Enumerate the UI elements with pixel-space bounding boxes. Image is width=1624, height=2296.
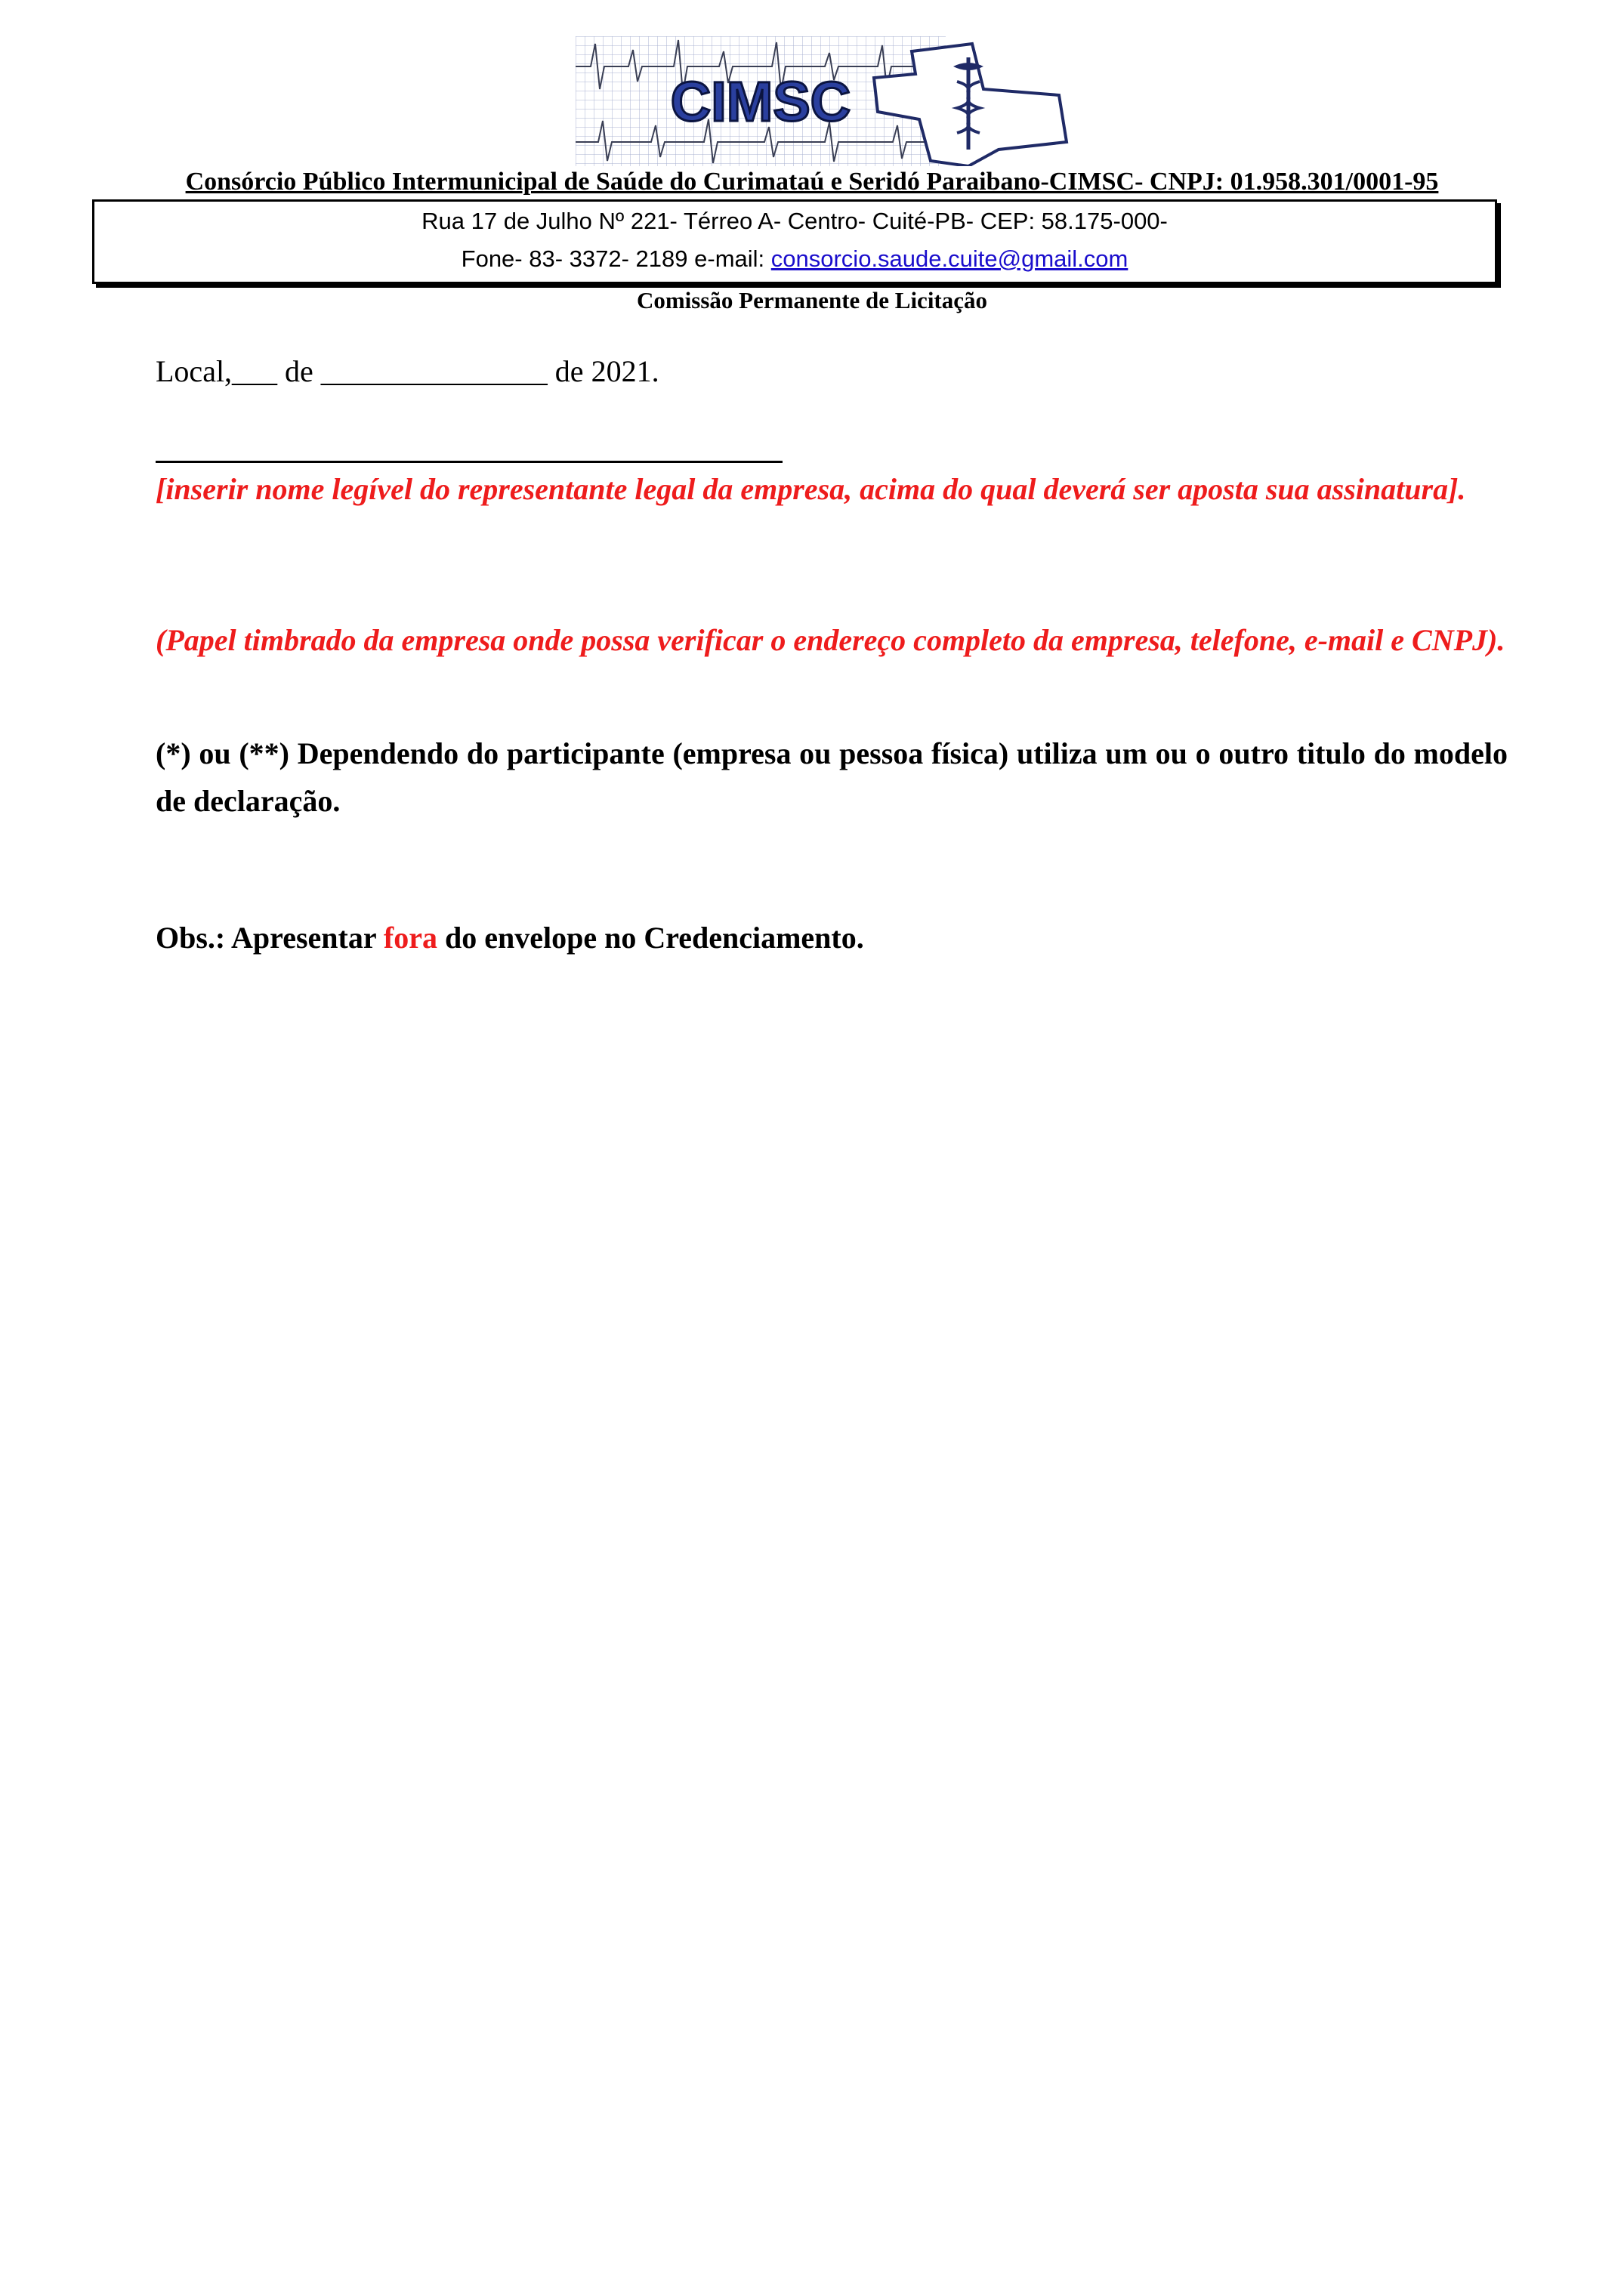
address-box	[92, 199, 1497, 284]
obs-suffix: do envelope no Credenciamento.	[437, 921, 864, 955]
cimsc-logo	[576, 36, 1089, 166]
email-link[interactable]: consorcio.saude.cuite@gmail.com	[770, 245, 1128, 272]
obs-line	[156, 920, 864, 955]
organization-title: Consórcio Público Intermunicipal de Saúde do Curimataú e Seridó Paraibano-CIMSC- CNPJ: 01.958.301/0001-95	[185, 168, 1439, 196]
obs-highlight: fora	[383, 921, 437, 955]
local-date-line: Local,___ de _______________ de 2021.	[156, 354, 659, 388]
signature-instruction: [inserir nome legível do representante legal da empresa, acima do qual deverá ser aposta sua assinatura].	[156, 472, 1466, 506]
letterhead-note: (Papel timbrado da empresa onde possa verificar o endereço completo da empresa, telefone, e-mail e CNPJ).	[156, 623, 1505, 657]
contact-line	[94, 245, 1495, 273]
logo-text: CIMSC	[670, 70, 851, 133]
commission-title: Comissão Permanente de Licitação	[636, 287, 988, 313]
obs-prefix: Obs.: Apresentar	[156, 921, 384, 955]
contact-prefix: Fone- 83- 3372- 2189 e-mail:	[461, 245, 771, 272]
address-line: Rua 17 de Julho Nº 221- Térreo A- Centro- Cuité-PB- CEP: 58.175-000-	[421, 208, 1168, 234]
signature-line	[156, 461, 783, 463]
model-note: (*) ou (**) Dependendo do participante (empresa ou pessoa física) utiliza um ou o outro titulo do modelo de declaração.	[156, 736, 1508, 818]
